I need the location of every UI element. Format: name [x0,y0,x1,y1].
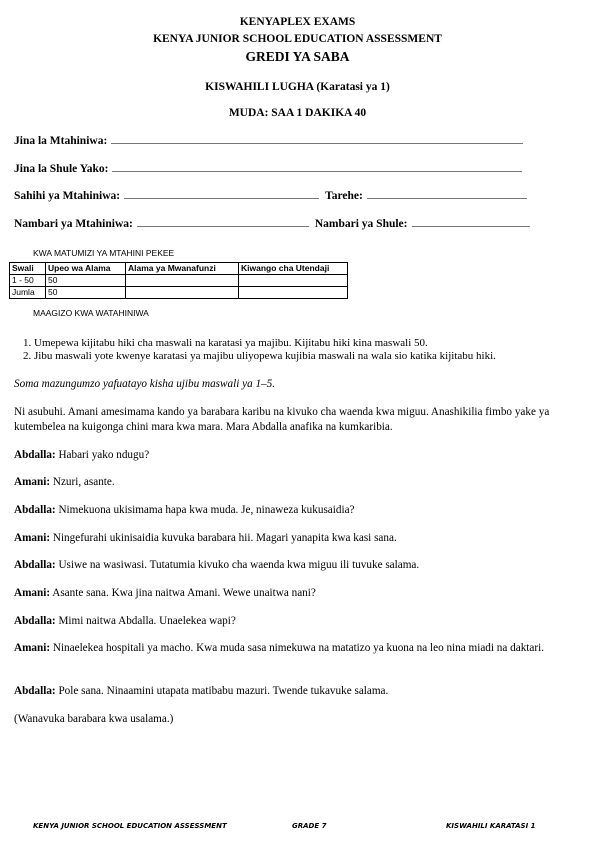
footer-right: KISWAHILI KARATASI 1 [446,822,536,830]
dialogue-text: Ninaelekea hospitali ya macho. Kwa muda sasa nimekuwa na matatizo ya kuona na leo nina miadi na daktari. [52,642,545,654]
passage-narration: Ni asubuhi. Amani amesimama kando ya barabara karibu na kivuko cha waenda kwa miguu. Anashikilia fimbo yake ya kutembelea na kuigonga chini mara kwa mara. Mara Abdalla anafika na kumkaribia. [14,406,550,433]
org-title: KENYAPLEX EXAMS [239,16,356,28]
grade-title: GREDI YA SABA [245,49,350,64]
school-name-line[interactable] [112,171,522,172]
instruction-item: 1. Umepewa kijitabu hiki cha maswali na karatasi ya majibu. Kijitabu hiki kina maswali 50. [34,337,574,350]
instructions-list [14,337,574,363]
table-header: Upeo wa Alama [46,263,126,275]
dialogue-text: Usiwe na wasiwasi. Tutatumia kivuko cha waenda kwa miguu ili tuvuke salama. [58,559,420,571]
index-line[interactable] [137,226,309,227]
speaker-name: Amani: [14,532,51,544]
dialogue-line [14,503,566,518]
signature-label: Sahihi ya Mtahiniwa: [14,190,121,202]
dialogue-line [14,558,566,573]
table-cell: Jumla [10,287,46,299]
dialogue-text: Nimekuona ukisimama hapa kwa muda. Je, ninaweza kukusaidia? [58,504,355,516]
speaker-name: Abdalla: [14,504,56,516]
exam-title: KENYA JUNIOR SCHOOL EDUCATION ASSESSMENT [153,33,442,45]
school-name-field[interactable] [14,163,574,175]
dialogue-text: Mimi naitwa Abdalla. Unaelekea wapi? [58,615,236,627]
dialogue-text: Nzuri, asante. [52,476,115,488]
footer-left: KENYA JUNIOR SCHOOL EDUCATION ASSESSMENT [33,822,227,830]
dialogue-line [14,448,566,463]
subject-title: KISWAHILI LUGHA (Karatasi ya 1) [205,81,390,93]
dialogue-line [14,684,566,699]
speaker-name: Abdalla: [14,559,56,571]
passage-intro: Soma mazungumzo yafuatayo kisha ujibu maswali ya 1–5. [14,378,276,390]
dialogue-line [14,641,566,656]
dialogue-line [14,614,566,629]
dialogue-text: Ningefurahi ukinisaidia kuvuka barabara hii. Magari yanapita kwa kasi sana. [52,532,397,544]
table-header: Kiwango cha Utendaji [239,263,348,275]
signature-line[interactable] [124,198,319,199]
table-header-row [10,263,348,275]
speaker-name: Amani: [14,476,51,488]
table-cell: 50 [46,275,126,287]
table-cell[interactable] [126,275,239,287]
instructions-title: MAAGIZO KWA WATAHINIWA [33,308,149,318]
dialogue-text: Asante sana. Kwa jina naitwa Amani. Wewe unaitwa nani? [52,587,316,599]
speaker-name: Abdalla: [14,615,56,627]
speaker-name: Amani: [14,587,51,599]
signature-field[interactable] [14,190,574,202]
speaker-name: Amani: [14,642,51,654]
table-cell: 1 - 50 [10,275,46,287]
dialogue-line [14,475,566,490]
table-row [10,275,348,287]
table-cell[interactable] [239,287,348,299]
index-field[interactable] [14,218,574,230]
date-label: Tarehe: [325,190,363,202]
dialogue-line [14,531,566,546]
candidate-name-field[interactable] [14,135,574,147]
dialogue-text: Pole sana. Ninaamini utapata matibabu mazuri. Twende tukavuke salama. [58,685,389,697]
candidate-name-label: Jina la Mtahiniwa: [14,135,108,147]
table-cell[interactable] [239,275,348,287]
index-label: Nambari ya Mtahiniwa: [14,218,133,230]
instruction-item: 2. Jibu maswali yote kwenye karatasi ya majibu uliyopewa kujibia maswali na wala sio katika kijitabu hiki. [34,350,574,363]
speaker-name: Abdalla: [14,449,56,461]
table-cell: 50 [46,287,126,299]
candidate-name-line[interactable] [111,143,523,144]
dialogue-line [14,586,566,601]
school-name-label: Jina la Shule Yako: [14,163,109,175]
footer-center: GRADE 7 [292,822,327,830]
duration-title: MUDA: SAA 1 DAKIKA 40 [228,107,367,119]
table-cell[interactable] [126,287,239,299]
passage-closing: (Wanavuka barabara kwa usalama.) [14,713,174,725]
dialogue-text: Habari yako ndugu? [58,449,150,461]
table-header: Alama ya Mwanafunzi [126,263,239,275]
school-no-label: Nambari ya Shule: [314,218,408,230]
examiner-table [9,262,348,299]
table-row [10,287,348,299]
school-no-line[interactable] [412,226,530,227]
examiner-caption: KWA MATUMIZI YA MTAHINI PEKEE [33,248,175,258]
speaker-name: Abdalla: [14,685,56,697]
date-line[interactable] [367,198,527,199]
table-header: Swali [10,263,46,275]
